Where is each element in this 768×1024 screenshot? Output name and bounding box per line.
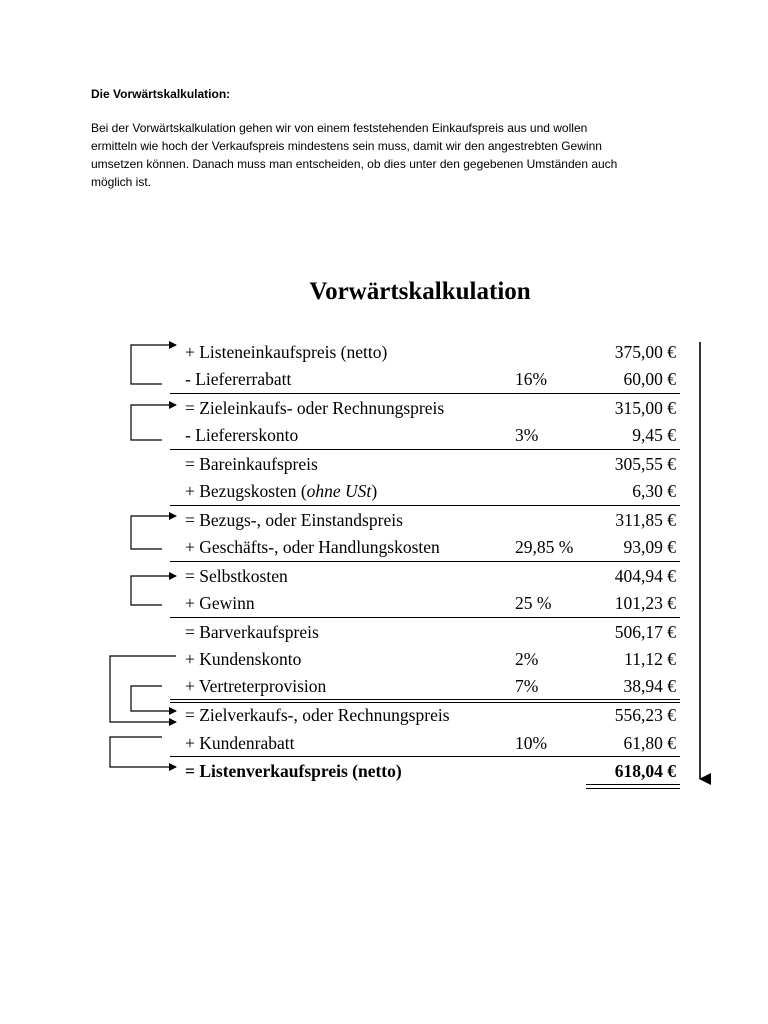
bracket-arrow bbox=[110, 656, 176, 722]
row-label: + Gewinn bbox=[185, 593, 255, 613]
bracket-arrow bbox=[131, 345, 176, 384]
row-percent: 25 % bbox=[515, 593, 552, 613]
row-amount: 618,04 € bbox=[614, 761, 676, 781]
row-label: = Bezugs-, oder Einstandspreis bbox=[185, 510, 403, 530]
row-label: - Liefererskonto bbox=[185, 425, 299, 445]
intro-line: möglich ist. bbox=[91, 175, 152, 189]
row-label: = Zieleinkaufs- oder Rechnungspreis bbox=[185, 398, 445, 418]
row-label: - Liefererrabatt bbox=[185, 369, 292, 389]
row-label: = Bareinkaufspreis bbox=[185, 454, 318, 474]
row-amount: 556,23 € bbox=[614, 705, 676, 725]
row-label-prefix: + Bezugskosten ( bbox=[185, 481, 307, 501]
intro-line: umsetzen können. Danach muss man entscheiden, ob dies unter den gegebenen Umständen auch bbox=[91, 157, 618, 171]
bracket-arrow bbox=[131, 405, 176, 440]
row-amount: 9,45 € bbox=[632, 425, 676, 445]
row-percent: 16% bbox=[515, 369, 548, 389]
row-percent: 2% bbox=[515, 649, 539, 669]
row-amount: 506,17 € bbox=[614, 622, 676, 642]
row-percent: 10% bbox=[515, 733, 548, 753]
bracket-arrow bbox=[131, 576, 176, 605]
row-label-suffix: ) bbox=[371, 481, 378, 501]
row-percent: 29,85 % bbox=[515, 537, 574, 557]
row-amount: 11,12 € bbox=[624, 649, 676, 669]
row-amount: 311,85 € bbox=[615, 510, 676, 530]
row-label: = Listenverkaufspreis (netto) bbox=[185, 761, 402, 781]
calculation-title: Vorwärtskalkulation bbox=[309, 278, 531, 305]
row-label: + Kundenskonto bbox=[185, 649, 302, 669]
row-amount: 101,23 € bbox=[614, 593, 676, 613]
row-amount: 404,94 € bbox=[614, 566, 676, 586]
bracket-arrow bbox=[131, 686, 176, 711]
row-label: = Zielverkaufs-, oder Rechnungspreis bbox=[185, 705, 450, 725]
row-label-emphasis: ohne USt bbox=[306, 481, 372, 501]
row-label: + Geschäfts-, oder Handlungskosten bbox=[185, 537, 440, 557]
row-amount: 38,94 € bbox=[623, 676, 676, 696]
row-label: + Kundenrabatt bbox=[185, 733, 295, 753]
row-label: + Vertreterprovision bbox=[185, 676, 327, 696]
row-label: + Listeneinkaufspreis (netto) bbox=[185, 342, 388, 362]
intro-line: Bei der Vorwärtskalkulation gehen wir von einem feststehenden Einkaufspreis aus und wollen bbox=[91, 121, 588, 135]
row-amount: 305,55 € bbox=[614, 454, 676, 474]
row-amount: 375,00 € bbox=[614, 342, 676, 362]
intro-line: ermitteln wie hoch der Verkaufspreis mindestens sein muss, damit wir den angestrebten Gewinn bbox=[91, 139, 602, 153]
row-label: = Barverkaufspreis bbox=[185, 622, 319, 642]
row-amount: 93,09 € bbox=[623, 537, 676, 557]
row-amount: 315,00 € bbox=[614, 398, 676, 418]
row-percent: 3% bbox=[515, 425, 539, 445]
row-amount: 6,30 € bbox=[632, 481, 676, 501]
page-heading: Die Vorwärtskalkulation: bbox=[91, 87, 231, 101]
row-amount: 60,00 € bbox=[623, 369, 676, 389]
bracket-arrow bbox=[131, 516, 176, 549]
row-amount: 61,80 € bbox=[623, 733, 676, 753]
bracket-arrow bbox=[110, 737, 176, 767]
row-label: = Selbstkosten bbox=[185, 566, 288, 586]
row-percent: 7% bbox=[515, 676, 539, 696]
